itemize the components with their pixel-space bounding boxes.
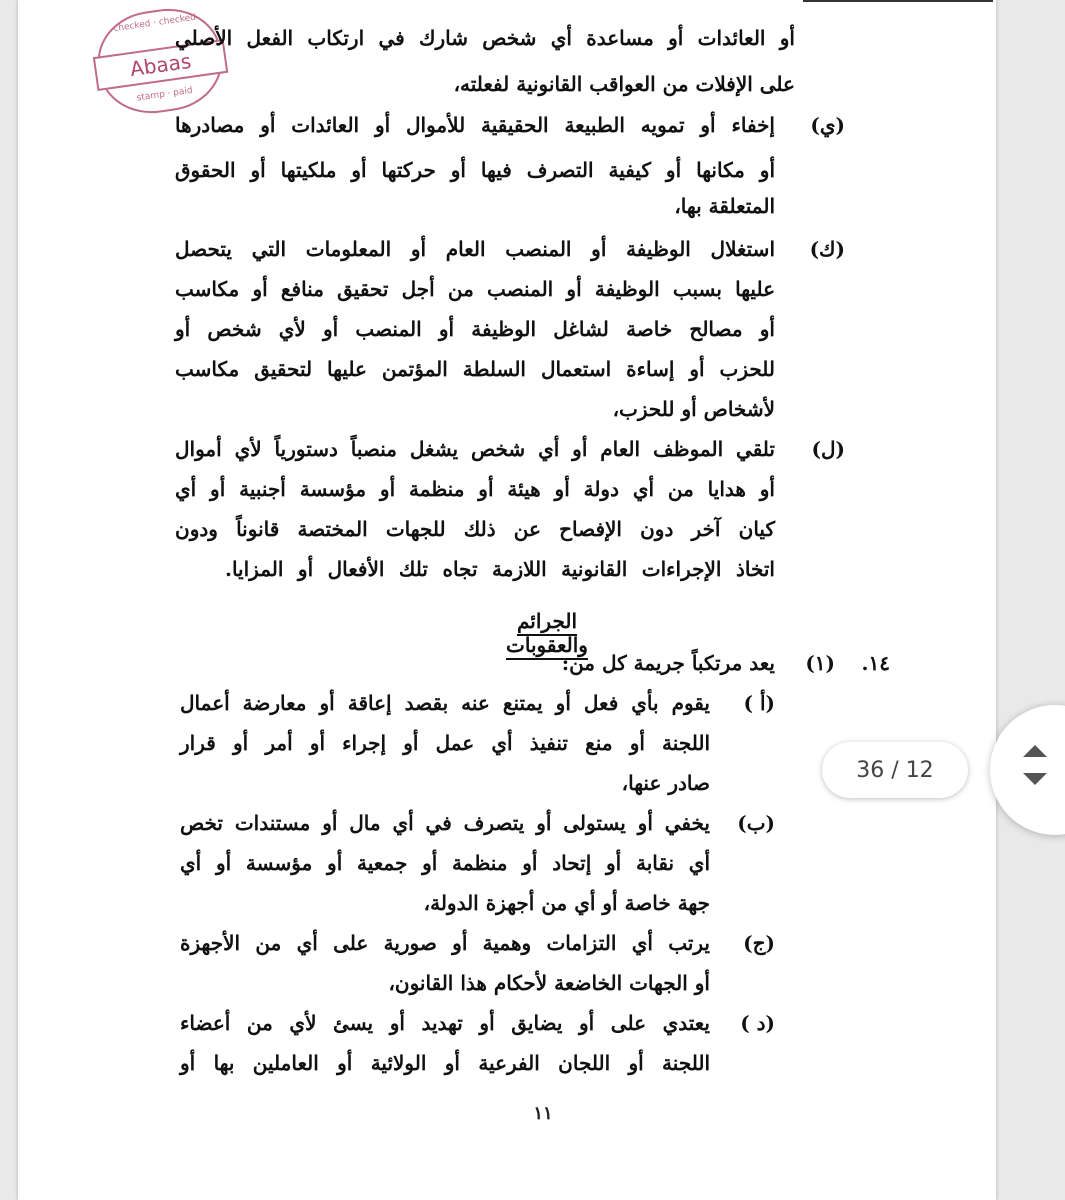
- text-line: استغلال الوظيفة أو المنصب العام أو المعلومات التي يتحصل: [175, 237, 775, 261]
- clause-number-one: (١): [805, 651, 835, 675]
- clause-label-dal: (د ): [740, 1011, 775, 1035]
- stamp-name: Abaas: [93, 39, 228, 91]
- clause-label-jeem: (ج): [743, 931, 775, 955]
- text-line: يخفي أو يستولى أو يتصرف في أي مال أو مستندات تخص: [180, 811, 710, 835]
- clause-label-lam: (ل): [811, 437, 845, 461]
- document-page: [18, 0, 996, 1200]
- chevron-up-icon[interactable]: [1023, 745, 1047, 757]
- text-line: يعد مرتكباً جريمة كل من:: [561, 651, 775, 675]
- text-line: صادر عنها،: [621, 771, 710, 795]
- text-line: أو مكانها أو كيفية التصرف فيها أو حركتها أو ملكيتها أو الحقوق: [175, 158, 775, 182]
- chevron-down-icon[interactable]: [1023, 773, 1047, 785]
- text-line: اللجنة أو اللجان الفرعية أو الولائية أو العاملين بها أو: [180, 1051, 710, 1075]
- text-line: على الإفلات من العواقب القانونية لفعلته،: [453, 72, 795, 96]
- text-line: أو الجهات الخاضعة لأحكام هذا القانون،: [388, 971, 710, 995]
- text-line: تلقي الموظف العام أو أي شخص يشغل منصباً دستورياً لأي أموال: [175, 437, 775, 461]
- text-line: عليها بسبب الوظيفة أو المنصب من أجل تحقيق منافع أو مكاسب: [175, 277, 775, 301]
- text-line: للحزب أو إساءة استعمال السلطة المؤتمن عليها لتحقيق مكاسب: [175, 357, 775, 381]
- text-line: اللجنة أو منع تنفيذ أي عمل أو إجراء أو أمر أو قرار: [180, 731, 710, 755]
- text-line: يرتب أي التزامات وهمية أو صورية على أي من الأجهزة: [180, 931, 710, 955]
- clause-label-kaf: (ك): [809, 237, 845, 261]
- text-line: أو العائدات أو مساعدة أي شخص شارك في ارتكاب الفعل الأصلي: [175, 26, 795, 50]
- text-line: يعتدي على أو يضايق أو تهديد أو يسئ لأي من أعضاء: [180, 1011, 710, 1035]
- page-scroll-control[interactable]: [990, 705, 1065, 835]
- text-line: المتعلقة بها،: [674, 194, 775, 218]
- stamp-ring-text-bottom: stamp · paid: [136, 85, 194, 104]
- abaas-stamp: [92, 2, 229, 120]
- section-number: ١٤.: [861, 651, 890, 675]
- top-rule: [803, 0, 993, 14]
- text-line: اتخاذ الإجراءات القانونية اللازمة تجاه تلك الأفعال أو المزايا.: [225, 557, 775, 581]
- page-number: ١١: [533, 1103, 553, 1124]
- section-heading: الجرائم والعقوبات: [506, 609, 588, 657]
- text-line: كيان آخر دون الإفصاح عن ذلك للجهات المختصة قانوناً ودون: [175, 517, 775, 541]
- stamp-ring-text-top: checked · checked: [112, 12, 197, 35]
- text-line: لأشخاص أو للحزب،: [612, 397, 775, 421]
- text-line: أو هدايا من أي دولة أو هيئة أو منظمة أو مؤسسة أجنبية أو أي: [175, 477, 775, 501]
- text-line: جهة خاصة أو أي من أجهزة الدولة،: [423, 891, 710, 915]
- clause-label-alif: (أ ): [743, 691, 775, 715]
- clause-label-ya: (ي): [810, 113, 845, 137]
- clause-label-ba: (ب): [737, 811, 775, 835]
- page-indicator: 36 / 12: [822, 742, 968, 798]
- text-line: أو مصالح خاصة لشاغل الوظيفة أو المنصب أو لأي شخص أو: [175, 317, 775, 341]
- text-line: يقوم بأي فعل أو يمتنع عنه بقصد إعاقة أو معارضة أعمال: [180, 691, 710, 715]
- text-line: أي نقابة أو إتحاد أو منظمة أو جمعية أو مؤسسة أو أي: [180, 851, 710, 875]
- text-line: إخفاء أو تمويه الطبيعة الحقيقية للأموال أو العائدات أو مصادرها: [175, 113, 775, 137]
